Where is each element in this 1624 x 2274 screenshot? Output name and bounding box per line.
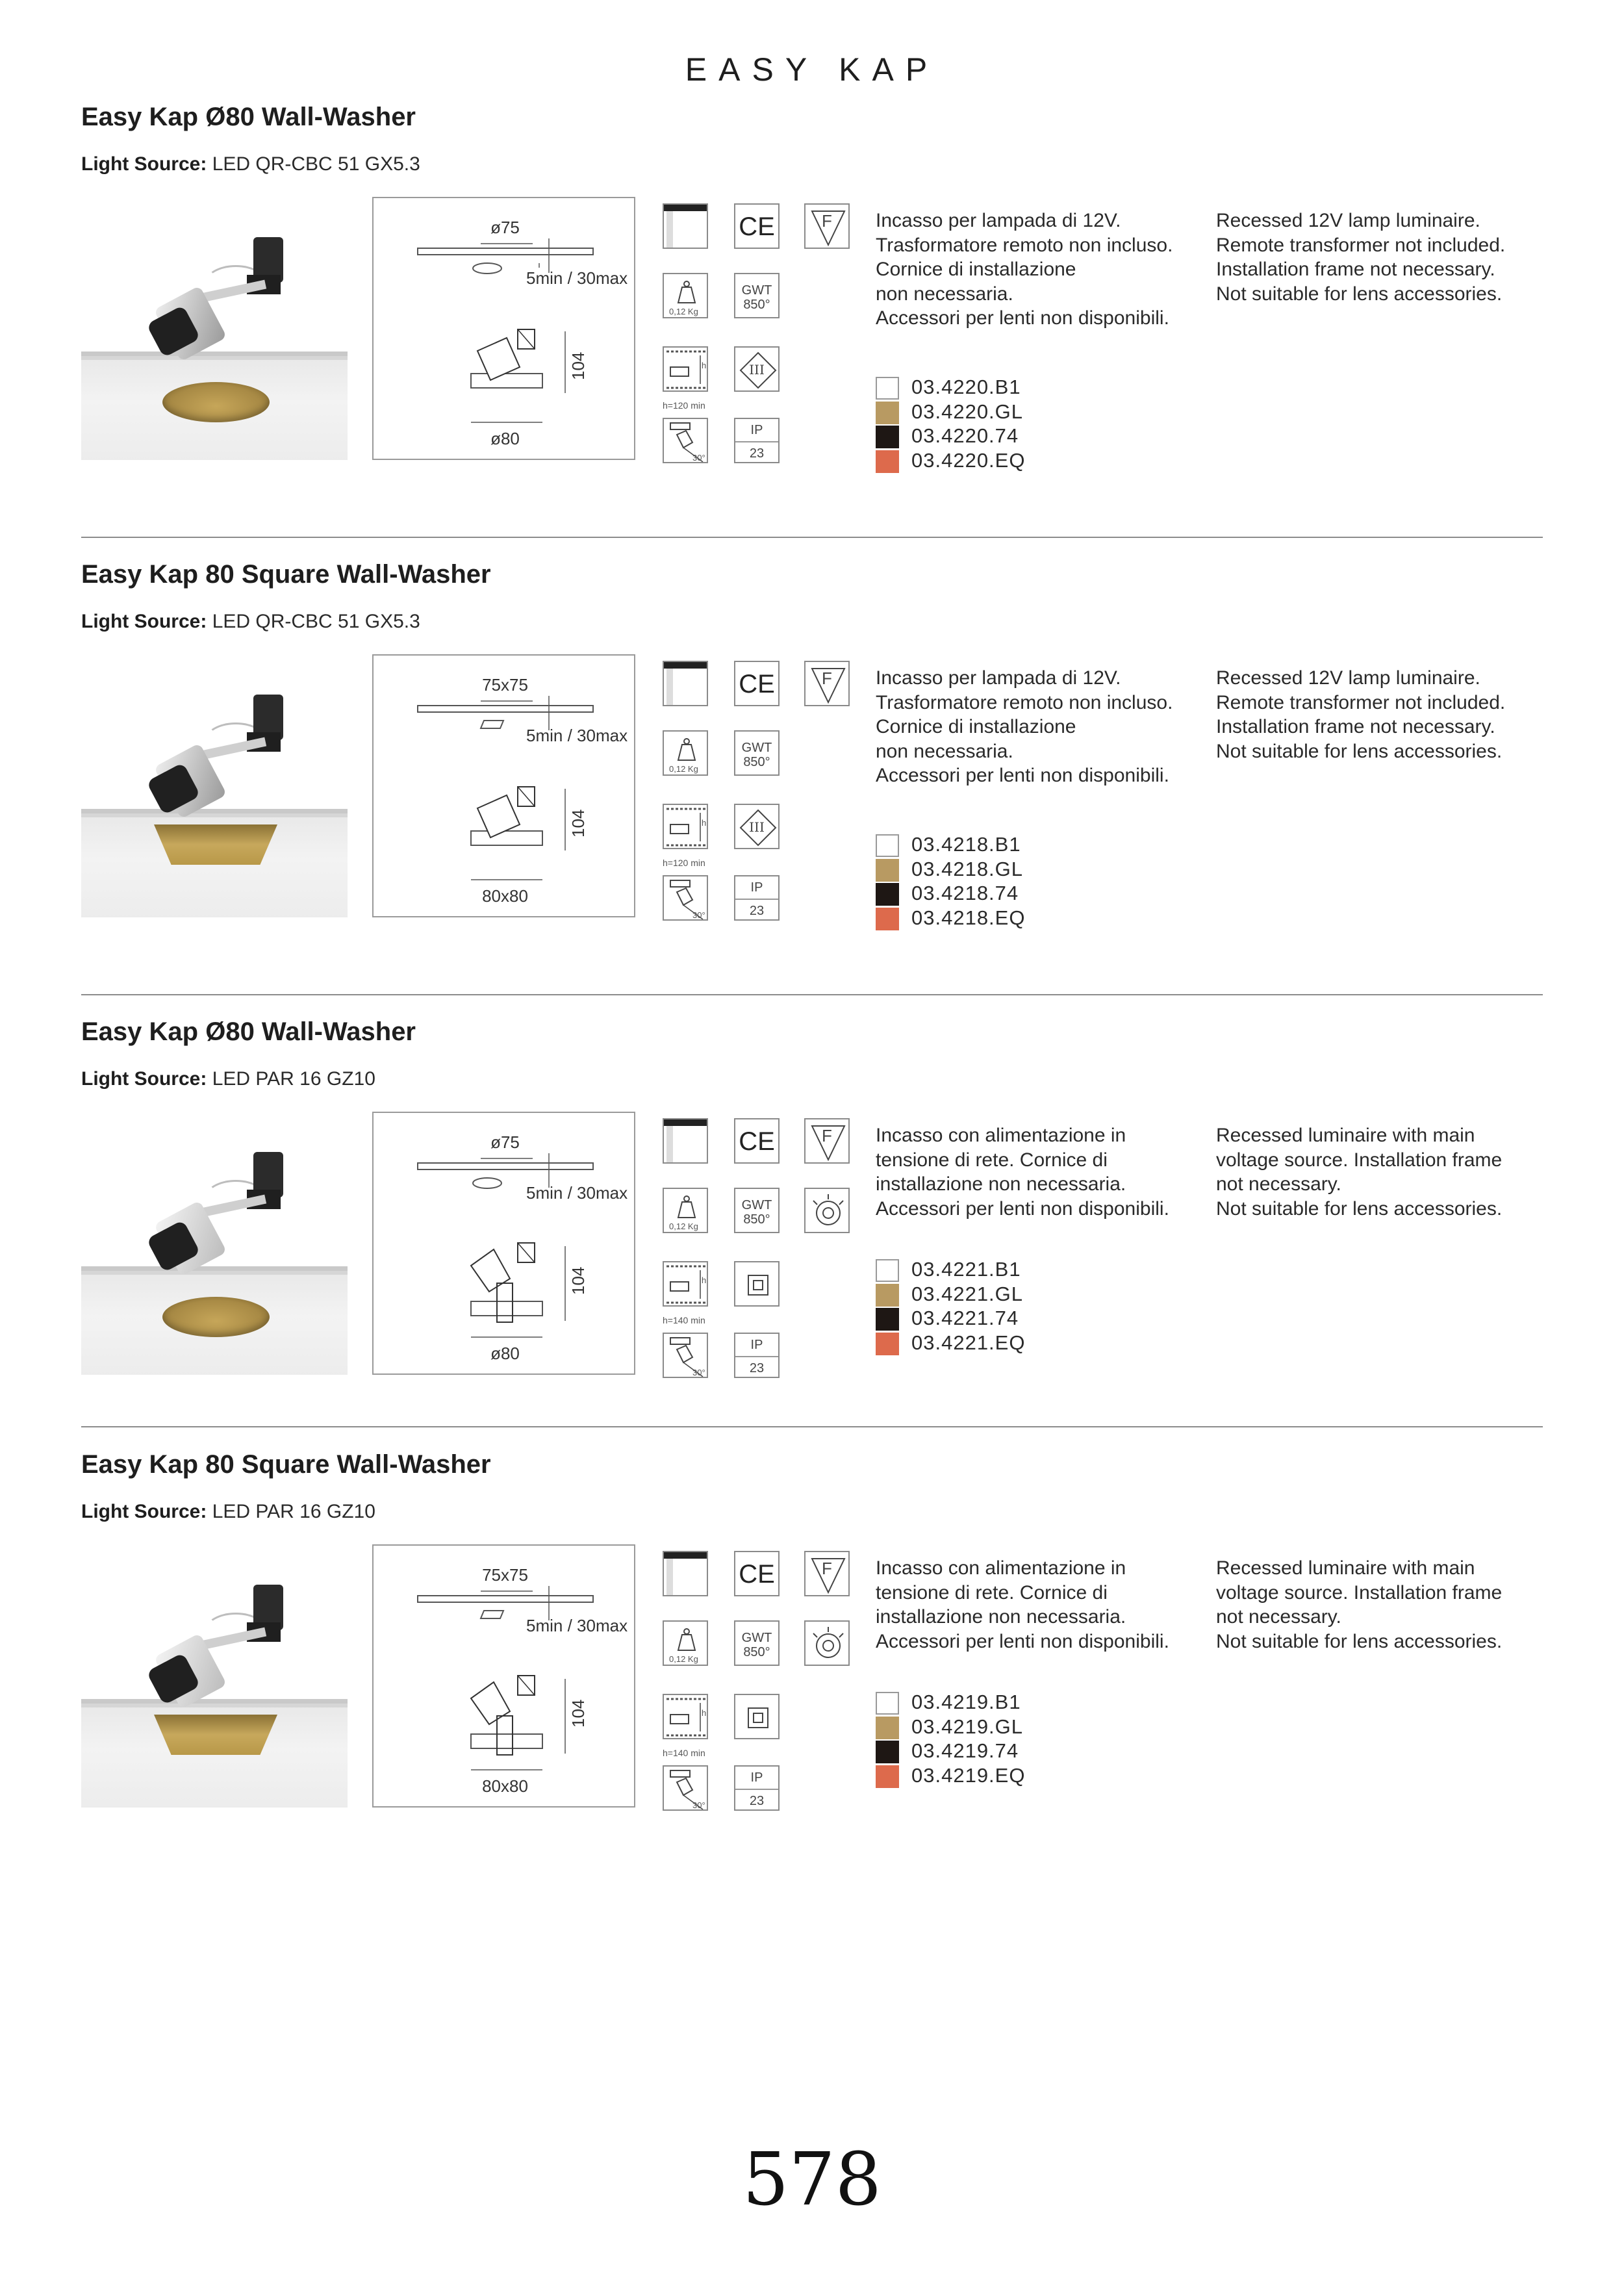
ce-mark-icon: CE [734, 661, 780, 706]
product-section-1 [0, 103, 1624, 557]
light-source-label: Light Source: [81, 1501, 207, 1522]
class-ii-insulation-icon [734, 1694, 780, 1739]
dim-bottom: 80x80 [482, 886, 528, 906]
brand-title: EASY KAP [685, 51, 939, 88]
tilt-angle-icon: 30° [663, 875, 708, 921]
h-min-caption: h=120 min [663, 858, 705, 868]
dim-top: ø75 [490, 1132, 520, 1152]
h-min-caption: h=120 min [663, 400, 705, 411]
product-title: Easy Kap 80 Square Wall-Washer [81, 1450, 491, 1479]
technical-drawing [372, 197, 635, 460]
product-section-2 [0, 560, 1624, 1015]
swatch-black [876, 1741, 899, 1763]
weight-icon: 0,12 Kg [663, 1188, 708, 1233]
light-source [81, 1501, 375, 1523]
swatch-gold [876, 859, 899, 882]
swatch-copper [876, 908, 899, 930]
code-row: 03.4219.GL [876, 1715, 1136, 1740]
dim-depth: 5min / 30max [526, 1616, 628, 1635]
swatch-gold [876, 1284, 899, 1307]
h-min-caption: h=140 min [663, 1748, 705, 1758]
product-codes [876, 1258, 1136, 1355]
installation-height-icon: h [663, 346, 708, 392]
swatch-copper [876, 1765, 899, 1788]
product-codes [876, 833, 1136, 930]
swatch-copper [876, 450, 899, 473]
tilt-angle-icon: 30° [663, 1765, 708, 1811]
light-source-label: Light Source: [81, 1068, 207, 1090]
gwt-icon: GWT 850° [734, 730, 780, 776]
class-ii-insulation-icon [734, 1261, 780, 1307]
ip-rating-icon: IP 23 [734, 1765, 780, 1811]
swatch-white [876, 1692, 899, 1715]
light-source-value: LED PAR 16 GZ10 [212, 1068, 375, 1090]
code-row: 03.4218.GL [876, 858, 1136, 882]
dim-top: 75x75 [482, 675, 528, 695]
swatch-white [876, 1259, 899, 1282]
dim-depth: 5min / 30max [526, 268, 628, 288]
trim-square-gold [154, 1715, 277, 1755]
description-italian: Incasso con alimentazione in tensione di rete. Cornice di installazione non necessaria. Accessori per lenti non disponibili. [876, 1125, 1169, 1220]
weight-icon: 0,12 Kg [663, 730, 708, 776]
code-row: 03.4219.B1 [876, 1691, 1136, 1715]
light-source-label: Light Source: [81, 611, 207, 632]
code-row: 03.4221.EQ [876, 1331, 1136, 1356]
class-iii-icon: III [734, 804, 780, 849]
code-row: 03.4220.EQ [876, 449, 1136, 474]
section-divider [81, 994, 1543, 995]
h-min-caption: h=140 min [663, 1315, 705, 1325]
description-italian: Incasso per lampada di 12V. Trasformatore remoto non incluso. Cornice di installazione non necessaria. Accessori per lenti non disponibili. [876, 667, 1173, 786]
dim-top: ø75 [490, 218, 520, 237]
code-row: 03.4221.GL [876, 1283, 1136, 1307]
swatch-gold [876, 1717, 899, 1739]
installation-height-icon: h [663, 1694, 708, 1739]
dim-depth: 5min / 30max [526, 726, 628, 745]
code-row: 03.4218.74 [876, 882, 1136, 906]
f-mark-icon: F [804, 661, 850, 706]
technical-drawing [372, 654, 635, 917]
wallwasher-icon [663, 1551, 708, 1596]
swatch-copper [876, 1333, 899, 1355]
product-photo [81, 1544, 348, 1808]
code-row: 03.4220.74 [876, 424, 1136, 449]
wallwasher-icon [663, 203, 708, 249]
gwt-icon: GWT 850° [734, 273, 780, 318]
dim-height: 104 [568, 1266, 588, 1295]
code-row: 03.4218.B1 [876, 833, 1136, 858]
product-title: Easy Kap Ø80 Wall-Washer [81, 103, 416, 131]
light-source-label: Light Source: [81, 153, 207, 175]
dim-depth: 5min / 30max [526, 1183, 628, 1203]
tilt-angle-icon: 30° [663, 1333, 708, 1378]
technical-drawing [372, 1544, 635, 1808]
code-row: 03.4219.EQ [876, 1764, 1136, 1789]
light-source-value: LED PAR 16 GZ10 [212, 1501, 375, 1522]
product-photo [81, 654, 348, 917]
ce-mark-icon: CE [734, 1118, 780, 1164]
code-row: 03.4221.74 [876, 1307, 1136, 1331]
code-row: 03.4221.B1 [876, 1258, 1136, 1283]
code-row: 03.4219.74 [876, 1739, 1136, 1764]
light-source [81, 153, 420, 175]
product-section-3 [0, 1017, 1624, 1472]
description-english: Recessed 12V lamp luminaire. Remote transformer not included. Installation frame not necessary. Not suitable for lens accessories. [1216, 210, 1506, 305]
f-mark-icon: F [804, 203, 850, 249]
product-title: Easy Kap 80 Square Wall-Washer [81, 560, 491, 589]
installation-height-icon: h [663, 1261, 708, 1307]
description-italian: Incasso per lampada di 12V. Trasformatore remoto non incluso. Cornice di installazione non necessaria. Accessori per lenti non disponibili. [876, 210, 1173, 329]
ip-rating-icon: IP 23 [734, 418, 780, 463]
weight-icon: 0,12 Kg [663, 1620, 708, 1666]
section-divider [81, 1426, 1543, 1427]
product-title: Easy Kap Ø80 Wall-Washer [81, 1017, 416, 1046]
light-source [81, 611, 420, 633]
light-source-value: LED QR-CBC 51 GX5.3 [212, 153, 420, 175]
ce-mark-icon: CE [734, 203, 780, 249]
product-codes [876, 1691, 1136, 1788]
tilt-angle-icon: 30° [663, 418, 708, 463]
swatch-black [876, 883, 899, 906]
light-source [81, 1068, 375, 1090]
product-codes [876, 376, 1136, 473]
installation-height-icon: h [663, 804, 708, 849]
ce-mark-icon: CE [734, 1551, 780, 1596]
swatch-black [876, 1308, 899, 1331]
code-row: 03.4220.B1 [876, 376, 1136, 400]
ip-rating-icon: IP 23 [734, 875, 780, 921]
dim-height: 104 [568, 351, 588, 380]
wallwasher-icon [663, 1118, 708, 1164]
ip-rating-icon: IP 23 [734, 1333, 780, 1378]
code-row: 03.4218.EQ [876, 906, 1136, 931]
page-number: 578 [742, 2138, 882, 2222]
description-english: Recessed luminaire with main voltage source. Installation frame not necessary. Not suitable for lens accessories. [1216, 1557, 1503, 1652]
swatch-white [876, 377, 899, 400]
technical-drawing [372, 1112, 635, 1375]
led-module-icon [804, 1620, 850, 1666]
product-photo [81, 197, 348, 460]
description-english: Recessed luminaire with main voltage source. Installation frame not necessary. Not suitable for lens accessories. [1216, 1125, 1503, 1220]
dim-bottom: ø80 [490, 1344, 520, 1363]
led-module-icon [804, 1188, 850, 1233]
section-divider [81, 537, 1543, 538]
weight-icon: 0,12 Kg [663, 273, 708, 318]
trim-square-gold [154, 824, 277, 865]
light-source-value: LED QR-CBC 51 GX5.3 [212, 611, 420, 632]
wallwasher-icon [663, 661, 708, 706]
dim-height: 104 [568, 1699, 588, 1728]
code-row: 03.4220.GL [876, 400, 1136, 425]
dim-bottom: ø80 [490, 429, 520, 448]
trim-round-gold [162, 382, 270, 422]
dim-bottom: 80x80 [482, 1776, 528, 1796]
description-english: Recessed 12V lamp luminaire. Remote transformer not included. Installation frame not necessary. Not suitable for lens accessories. [1216, 667, 1506, 762]
product-section-4 [0, 1450, 1624, 1905]
class-iii-icon: III [734, 346, 780, 392]
trim-round-gold [162, 1297, 270, 1337]
product-photo [81, 1112, 348, 1375]
f-mark-icon: F [804, 1118, 850, 1164]
swatch-gold [876, 402, 899, 424]
swatch-white [876, 834, 899, 857]
gwt-icon: GWT 850° [734, 1620, 780, 1666]
gwt-icon: GWT 850° [734, 1188, 780, 1233]
dim-height: 104 [568, 809, 588, 837]
f-mark-icon: F [804, 1551, 850, 1596]
dim-top: 75x75 [482, 1565, 528, 1585]
description-italian: Incasso con alimentazione in tensione di rete. Cornice di installazione non necessaria. Accessori per lenti non disponibili. [876, 1557, 1169, 1652]
swatch-black [876, 426, 899, 448]
